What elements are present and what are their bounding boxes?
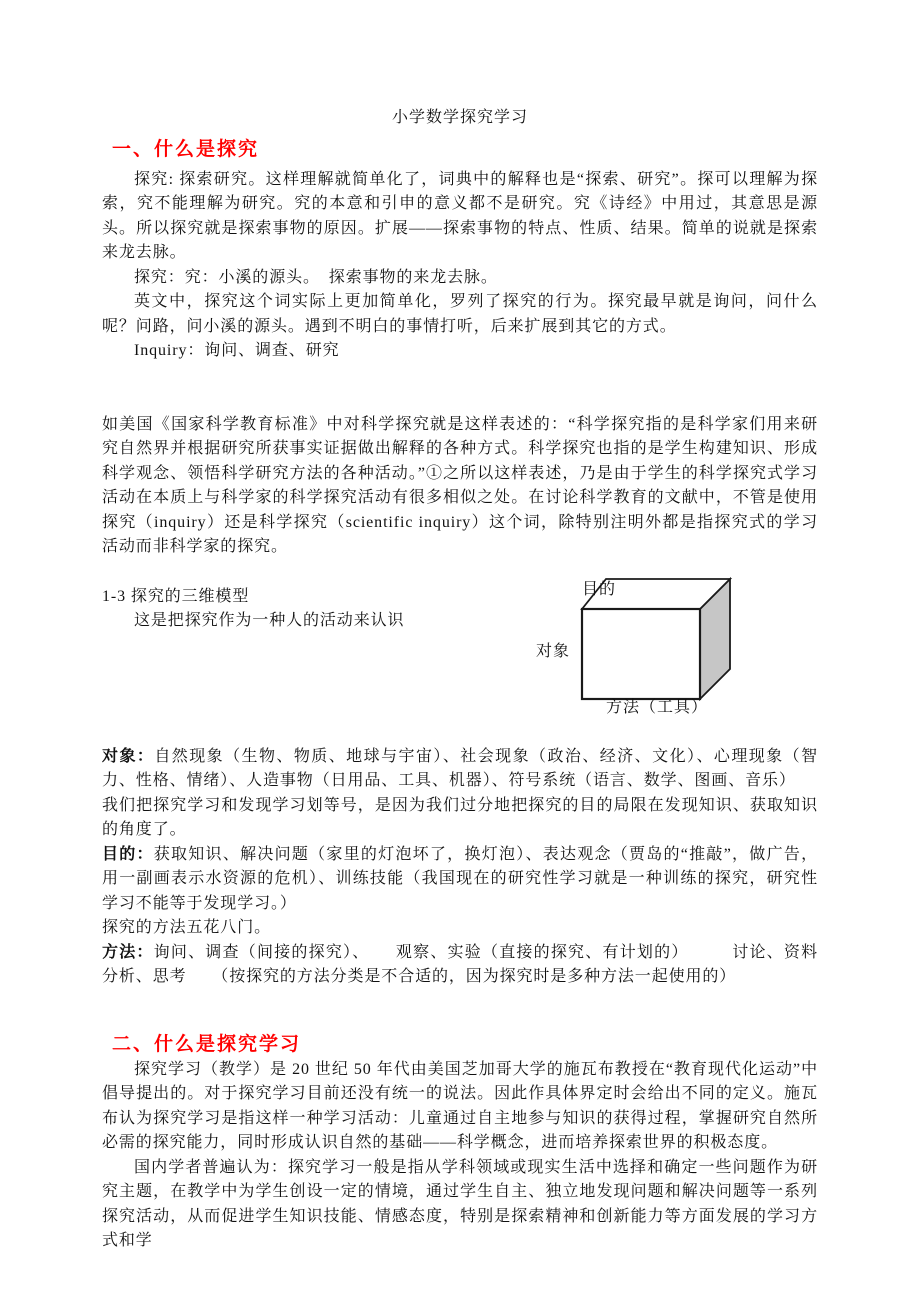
section2-paragraph-2: 国内学者普遍认为：探究学习一般是指从学科领域或现实生活中选择和确定一些问题作为研究主题，在教学中为学生创设一定的情境，通过学生自主、独立地发现问题和解决问题等一系列探究活动，从而促进学生知识技能、情感态度，特别是探索精神和创新能力等方面发展的学习方式和学: [102, 1158, 818, 1249]
section1-heading: 一、什么是探究: [112, 138, 260, 160]
note-paragraph-1: 我们把探究学习和发现学习划等号，是因为我们过分地把探究的目的局限在发现知识、获取知识的角度了。: [102, 796, 818, 838]
section1-paragraph-2: 探究：究：小溪的源头。 探索事物的来龙去脉。: [134, 268, 498, 286]
cube-front-face: [582, 609, 700, 699]
note-paragraph-2: 探究的方法五花八门。: [102, 919, 272, 936]
cube-bottom-label: 方法（工具）: [606, 698, 709, 716]
method-dimension-text: 询问、调查（间接的探究）、 观察、实验（直接的探究、有计划的） 讨论、资料分析、思考 （按探究的方法分类是不合适的，因为探究时是多种方法一起使用的）: [102, 943, 818, 985]
section2-heading: 二、什么是探究学习: [112, 1033, 302, 1055]
section2-paragraph-1: 探究学习（教学）是 20 世纪 50 年代由美国芝加哥大学的施瓦布教授在“教育现代化运动”中倡导提出的。对于探究学习目前还没有统一的说法。因此作具体界定时会给出不同的定义。施瓦布认为探究学习是指这样一种学习活动：儿童通过自主地参与知识的获得过程，掌握研究自然所必需的探究能力，同时形成认识自然的基础——科学概念，进而培养探索世界的积极态度。: [102, 1060, 818, 1151]
object-dimension-label: 对象：: [102, 747, 155, 765]
section1-paragraph-4: Inquiry：询问、调查、研究: [134, 342, 340, 359]
cube-top-label: 目的: [582, 580, 617, 598]
purpose-dimension-label: 目的：: [102, 845, 154, 863]
cube-diagram: [520, 573, 762, 731]
document-title: 小学数学探究学习: [391, 109, 528, 126]
section1-paragraph-1: 探究: 探索研究。这样理解就简单化了，词典中的解释也是“探索、研究”。探可以理解为探索，究不能理解为研究。究的本意和引申的意义都不是研究。究《诗经》中用过，其意思是源头。所以探究就是探索事物的原因。扩展——探索事物的特点、性质、结果。简单的说就是探索来龙去脉。: [102, 170, 818, 261]
figure-caption-line2: 这是把探究作为一种人的活动来认识: [134, 612, 405, 629]
figure-three-dimensional-model: [102, 580, 818, 745]
method-dimension-label: 方法：: [102, 943, 154, 961]
cube-left-label: 对象: [536, 642, 571, 660]
object-dimension-text: 自然现象（生物、物质、地球与宇宙）、社会现象（政治、经济、文化）、心理现象（智力、性格、情绪）、人造事物（日用品、工具、机器）、符号系统（语言、数学、图画、音乐）: [102, 747, 818, 789]
purpose-dimension-paragraph: [102, 843, 818, 917]
figure-caption-line1: 1-3 探究的三维模型: [102, 587, 250, 605]
method-dimension-paragraph: [102, 941, 818, 990]
section1-paragraph-3: 英文中，探究这个词实际上更加简单化，罗列了探究的行为。探究最早就是询问，问什么呢？问路，问小溪的源头。遇到不明白的事情打听，后来扩展到其它的方式。: [102, 293, 818, 335]
purpose-dimension-text: 获取知识、解决问题（家里的灯泡坏了，换灯泡）、表达观念（贾岛的“推敲”，做广告，用一副画表示水资源的危机）、训练技能（我国现在的研究性学习就是一种训练的探究，研究性学习不能等于发现学习。）: [102, 845, 818, 912]
section1-paragraph-5: 如美国《国家科学教育标准》中对科学探究就是这样表述的：“科学探究指的是科学家们用来研究自然界并根据研究所获事实证据做出解释的各种方式。科学探究也指的是学生构建知识、形成科学观念、领悟科学研究方法的各种活动。”①之所以这样表述，乃是由于学生的科学探究式学习活动在本质上与科学家的科学探究活动有很多相似之处。在讨论科学教育的文献中，不管是使用探究（inquiry）还是科学探究（scientific inquiry）这个词，除特别注明外都是指探究式的学习活动而非科学家的探究。: [102, 415, 818, 555]
object-dimension-paragraph: [102, 745, 818, 794]
